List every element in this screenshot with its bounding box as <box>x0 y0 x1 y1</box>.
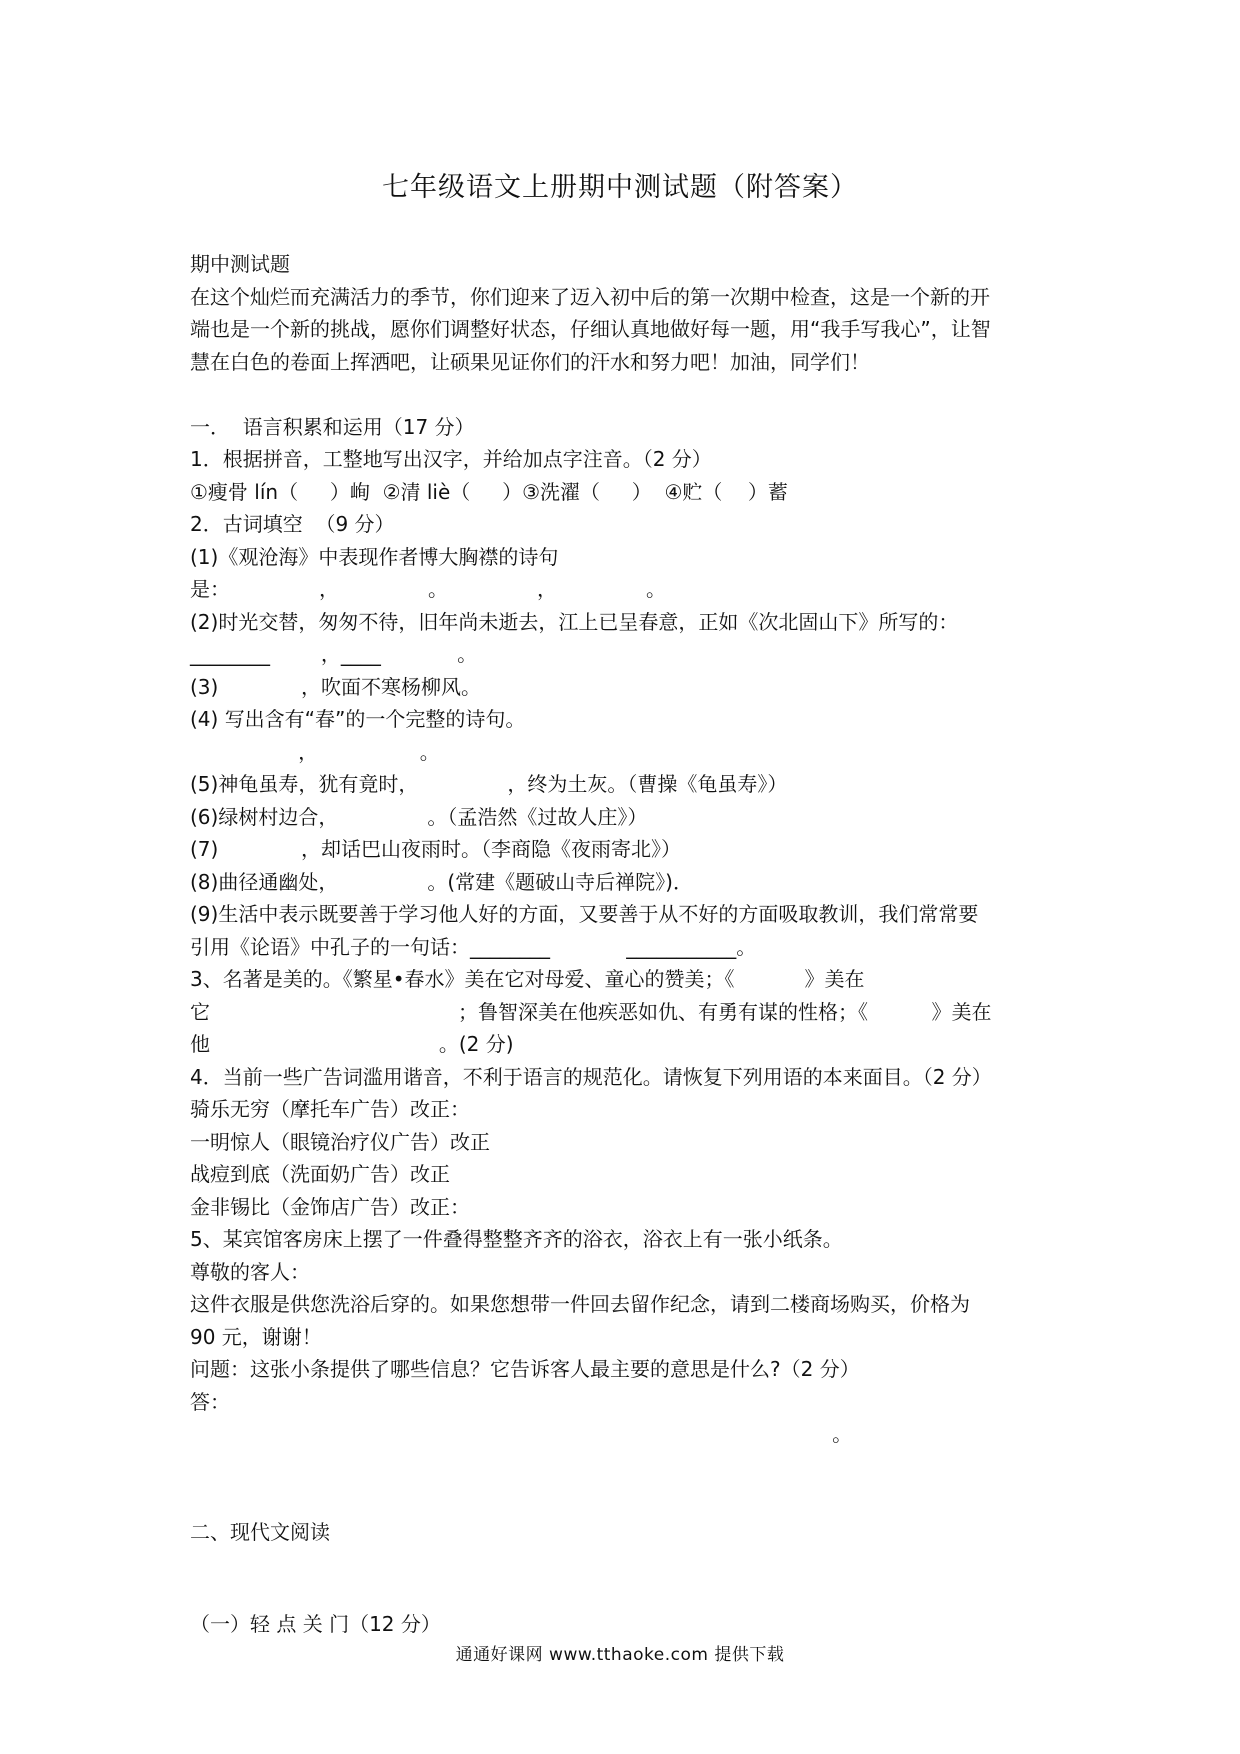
q2-line: (1)《观沧海》中表现作者博大胸襟的诗句 <box>190 544 559 569</box>
q2-line: 是： ， 。 ， 。 <box>190 577 667 601</box>
q2-line: (6)绿树村边合， 。（孟浩然《过故人庄》） <box>190 804 648 829</box>
q3-line: 他 。(2 分) <box>190 1032 514 1056</box>
q2-line: ________ ，____ 。 <box>190 642 478 666</box>
q2-line: (8)曲径通幽处， 。(常建《题破山寺后禅院》)． <box>190 869 693 894</box>
section1-heading: 一． 语言积累和运用（17 分） <box>190 414 475 439</box>
section2-heading: 二、现代文阅读 <box>190 1519 330 1544</box>
q5-line: 5、某宾馆客房床上摆了一件叠得整整齐齐的浴衣，浴衣上有一张小纸条。 <box>190 1227 843 1251</box>
intro-line: 端也是一个新的挑战，愿你们调整好状态，仔细认真地做好每一题，用“我手写我心”，让智 <box>190 317 991 341</box>
q4-line: 一明惊人（眼镜治疗仪广告）改正 <box>190 1129 490 1154</box>
q5-line: 。 <box>190 1422 853 1446</box>
q2-line: (3) ，吹面不寒杨柳风。 <box>190 674 481 699</box>
q2-line: (4) 写出含有“春”的一个完整的诗句。 <box>190 707 526 731</box>
intro-line: 慧在白色的卷面上挥洒吧，让硕果见证你们的汗水和努力吧！加油，同学们！ <box>190 349 870 374</box>
q2-line: ， 。 <box>190 739 440 764</box>
q2-line: (2)时光交替，匆匆不待，旧年尚未逝去，江上已呈春意，正如《次北固山下》所写的： <box>190 609 959 634</box>
q2-line: (5)神龟虽寿，犹有竟时， ，终为土灰。（曹操《龟虽寿》） <box>190 772 788 796</box>
q4-line: 骑乐无穷（摩托车广告）改正： <box>190 1097 470 1121</box>
q4-line: 金非锡比（金饰店广告）改正： <box>190 1194 470 1219</box>
intro-line: 在这个灿烂而充满活力的季节，你们迎来了迈入初中后的第一次期中检查，这是一个新的开 <box>190 284 990 309</box>
intro-heading: 期中测试题 <box>190 252 290 276</box>
q2-line: 引用《论语》中孔子的一句话：________ ___________。 <box>190 934 757 959</box>
document-body <box>190 248 1070 1641</box>
section2-subheading: （一）轻 点 关 门（12 分） <box>190 1612 441 1636</box>
q4-line: 4．当前一些广告词滥用谐音，不利于语言的规范化。请恢复下列用语的本来面目。（2 分） <box>190 1064 992 1089</box>
document-title: 七年级语文上册期中测试题（附答案） <box>382 172 858 203</box>
question-2: 2．古词填空 （9 分） <box>190 512 395 536</box>
question-1: 1．根据拼音，工整地写出汉字，并给加点字注音。（2 分） <box>190 447 712 471</box>
q2-line: (7) ，却话巴山夜雨时。（李商隐《夜雨寄北》） <box>190 837 681 861</box>
q5-line: 问题：这张小条提供了哪些信息？它告诉客人最主要的意思是什么?（2 分） <box>190 1357 860 1381</box>
question-1-items: ①瘦骨 lín（ ）峋 ②清 liè（ ）③洗濯（ ） ④贮（ ）蓄 <box>190 479 788 504</box>
q5-line: 答： <box>190 1389 230 1414</box>
page-footer: 通通好课网 www.tthaoke.com 提供下载 <box>455 1645 785 1665</box>
q3-line: 它 ；鲁智深美在他疾恶如仇、有勇有谋的性格；《 》美在 <box>190 999 992 1024</box>
q2-line: (9)生活中表示既要善于学习他人好的方面，又要善于从不好的方面吸取教训，我们常常要 <box>190 902 979 926</box>
q5-line: 90 元，谢谢！ <box>190 1324 322 1349</box>
q3-line: 3、名著是美的。《繁星•春水》美在它对母爱、童心的赞美；《 》美在 <box>190 967 865 991</box>
q5-line: 这件衣服是供您洗浴后穿的。如果您想带一件回去留作纪念，请到二楼商场购买，价格为 <box>190 1292 970 1316</box>
q5-line: 尊敬的客人： <box>190 1259 310 1284</box>
q4-line: 战痘到底（洗面奶广告）改正 <box>190 1162 450 1186</box>
